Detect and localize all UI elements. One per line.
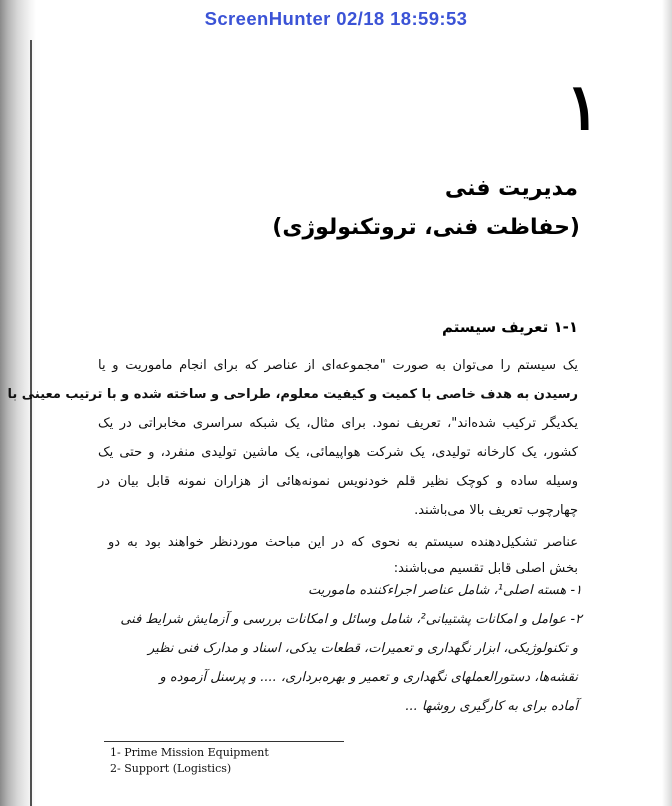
footnote-1: 1- Prime Mission Equipment xyxy=(110,746,269,759)
list-item-2-line-3: نقشه‌ها، دستورالعملهای نگهداری و تعمیر و بهره‌برداری، .... و پرسنل آزموده و xyxy=(159,670,578,685)
section-heading: ۱-۱ تعریف سیستم xyxy=(442,318,578,336)
paragraph-1-line-2: رسیدن به هدف خاصی با کمیت و کیفیت معلوم، طراحی و ساخته شده و با ترتیب معینی با xyxy=(7,387,578,402)
paragraph-2-line-1: عناصر تشکیل‌دهنده سیستم به نحوی که در این مباحث موردنظر خواهند بود به دو xyxy=(108,535,578,550)
paragraph-1-line-3: یکدیگر ترکیب شده‌اند"، تعریف نمود. برای مثال، یک شبکه سراسری مخابراتی در یک xyxy=(98,416,578,431)
list-item-2-line-2: و تکنولوژیکی، ابزار نگهداری و تعمیرات، قطعات یدکی، اسناد و مدارک فنی نظیر xyxy=(147,641,578,656)
paragraph-1-line-5: وسیله ساده و کوچک نظیر قلم خودنویس نمونه‌هائی از هزاران نمونه قابل بیان در xyxy=(98,474,578,489)
footnote-2: 2- Support (Logistics) xyxy=(110,762,232,775)
paragraph-1-line-1: یک سیستم را می‌توان به صورت "مجموعه‌ای از عناصر که برای انجام ماموریت و یا xyxy=(98,358,578,373)
list-item-2-line-1: ۲- عوامل و امکانات پشتیبانی²، شامل وسائل و امکانات بررسی و آزمایش شرایط فنی xyxy=(120,612,582,627)
page-edge-line xyxy=(30,40,32,806)
footnote-separator xyxy=(104,741,344,742)
paragraph-1-line-6: چهارچوب تعریف بالا می‌باشند. xyxy=(414,503,578,518)
list-item-2-line-4: آماده برای به کارگیری روشها ... xyxy=(405,699,578,714)
paragraph-2-line-2: بخش اصلی قابل تقسیم می‌باشند: xyxy=(393,561,578,576)
scanned-right-margin xyxy=(662,0,672,806)
chapter-subtitle: (حفاظت فنی، تروتکنولوژی) xyxy=(272,215,580,240)
list-item-1: ۱- هسته اصلی¹، شامل عناصر اجراءکننده ماموریت xyxy=(307,583,582,598)
paragraph-1-line-4: کشور، یک کارخانه تولیدی، یک شرکت هواپیمائی، یک ماشین تولیدی منفرد، و حتی یک xyxy=(98,445,578,460)
chapter-title: مدیریت فنی xyxy=(444,176,578,201)
chapter-number: ۱ xyxy=(565,70,600,145)
screenhunter-watermark: ScreenHunter 02/18 18:59:53 xyxy=(204,8,468,29)
